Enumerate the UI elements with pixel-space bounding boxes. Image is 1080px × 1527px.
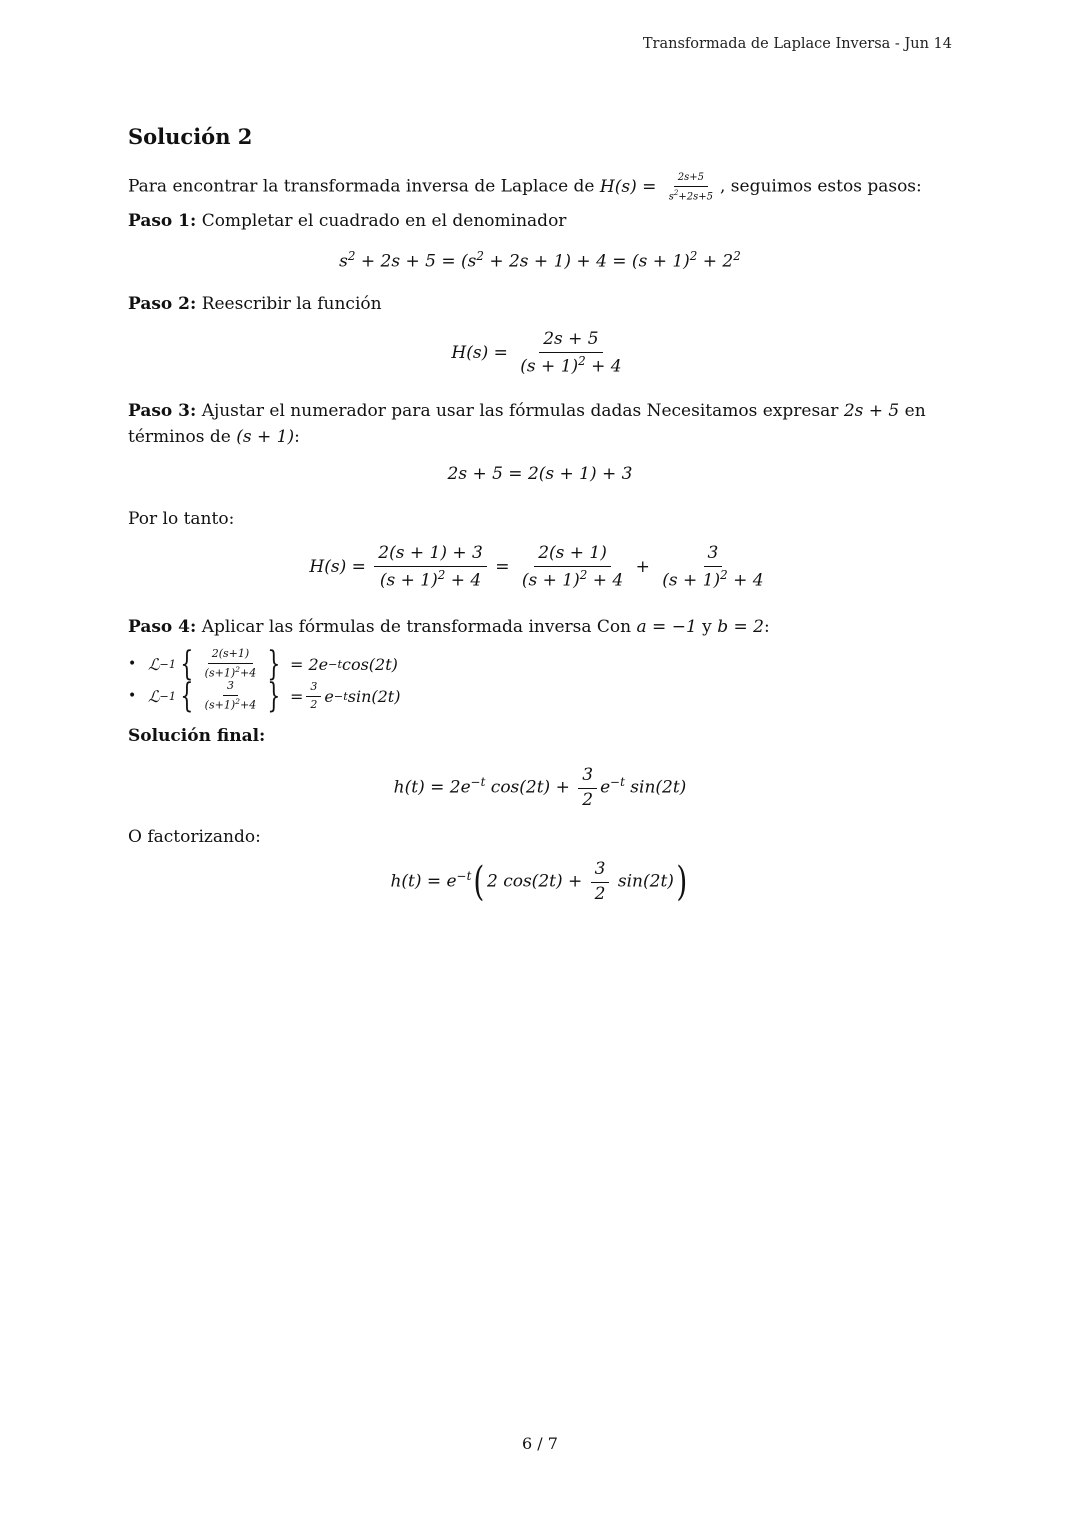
list-item: • ℒ −1 { $\frac{3}{(s+1)^2+4}$ } = $\frac{3}{2}$ e −t sin(2t)	[128, 676, 401, 716]
step-4-and: y	[702, 617, 712, 637]
step-1	[128, 208, 566, 234]
equation-complete-square: $s^2 + 2s + 5 = (s^2 + 2s + 1) + 4 = (s + 1)^2 + 2^2$	[339, 249, 741, 272]
section-title: Solución 2	[128, 124, 253, 149]
final-label	[128, 723, 265, 749]
step-3: Paso 3: Ajustar el numerador para usar las fórmulas dadas Necesitamos expresar 2s + 5 en términos de (s + 1):	[128, 401, 926, 447]
step-3-text: Ajustar el numerador para usar las fórmulas dadas Necesitamos expresar	[201, 401, 839, 421]
step-4-text: Aplicar las fórmulas de transformada inversa Con	[201, 617, 632, 637]
step-2	[128, 291, 382, 317]
step-4-label: Paso 4:	[128, 617, 197, 637]
equation-rewritten: H(s) = $\frac{2s + 5}{(s + 1)^2 + 4}$	[451, 329, 622, 377]
step-1-text: Completar el cuadrado en el denominador	[201, 211, 567, 231]
inverse-formulas-list	[128, 644, 401, 716]
step-4: Paso 4: Aplicar las fórmulas de transformada inversa Con a = −1 y b = 2:	[128, 617, 770, 637]
intro-formula: H(s) = $\frac{2s+5}{s^2+2s+5}$	[599, 172, 713, 202]
intro-tail: , seguimos estos pasos:	[720, 176, 922, 197]
step-3-text-mid: en términos de	[128, 401, 926, 447]
step-1-label: Paso 1:	[128, 211, 197, 231]
step-2-label: Paso 2:	[128, 294, 197, 314]
step-3-label: Paso 3:	[128, 401, 197, 421]
equation-numerator: 2s + 5 = 2(s + 1) + 3	[447, 464, 633, 484]
step-3-text-end: :	[294, 427, 300, 447]
step-2-text: Reescribir la función	[201, 294, 382, 314]
equation-factored: $h(t) = e^{-t}$( 2 cos(2t) + $\frac{3}{2}$ sin(2t))	[390, 859, 688, 906]
equation-split: H(s) = $\frac{2(s + 1) + 3}{(s + 1)^2 + 4}$ = $\frac{2(s + 1)}{(s + 1)^2 + 4}$ + $\frac{3}{(s + 1)^2 + 4}$	[309, 543, 764, 591]
intro-lead: Para encontrar la transformada inversa de Laplace de	[128, 176, 595, 197]
intro-paragraph	[128, 172, 922, 202]
list-item: • ℒ −1 { $\frac{2(s+1)}{(s+1)^2+4}$ } = 2e −t cos(2t)	[128, 644, 398, 684]
final-label-text: Solución final:	[128, 726, 266, 746]
factor-label: O factorizando:	[128, 827, 261, 847]
running-header: Transformada de Laplace Inversa - Jun 14	[642, 36, 952, 52]
page-number: 6 / 7	[522, 1434, 558, 1453]
equation-final-solution: $h(t) = 2e^{-t}$ cos(2t) + $\frac{3}{2}$ $e^{-t}$ sin(2t)	[393, 765, 687, 810]
therefore-label: Por lo tanto:	[128, 509, 235, 529]
